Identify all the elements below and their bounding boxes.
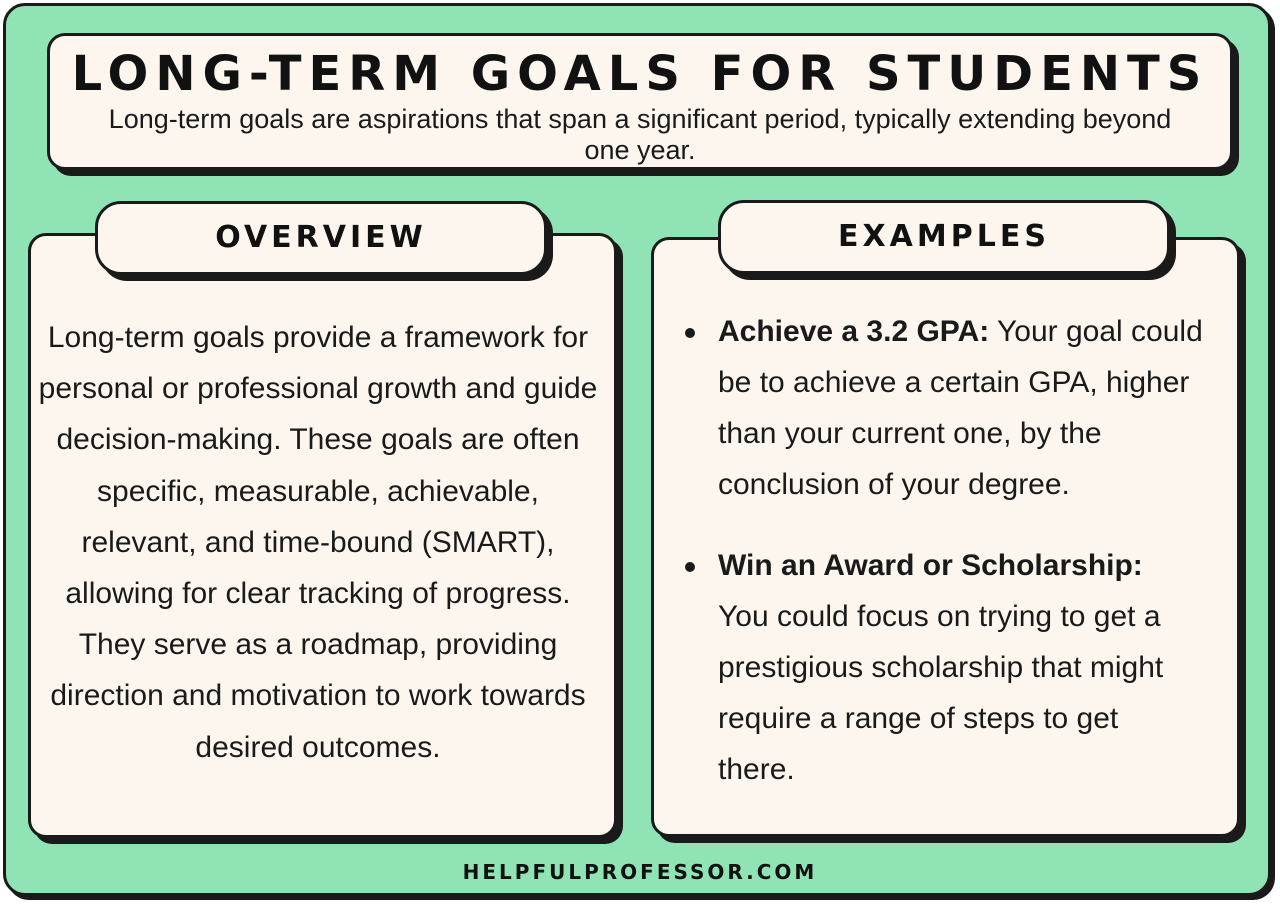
overview-heading: OVERVIEW (95, 201, 547, 275)
examples-list (683, 306, 1203, 825)
page-subtitle: Long-term goals are aspirations that span a significant period, typically extending beyond one year. (108, 104, 1172, 165)
overview-text: Long-term goals provide a framework for personal or professional growth and guide decision-making. These goals are often specific, measurable, achievable, relevant, and time-bound (SMART), allowing for clear tracking of progress. They serve as a roadmap, providing direction and motivation to work towards desired outcomes. (38, 321, 598, 764)
example-item (683, 306, 1203, 510)
page-title: LONG-TERM GOALS FOR STUDENTS (71, 46, 1209, 102)
bullet-icon (685, 562, 695, 572)
example-text: You could focus on trying to get a prestigious scholarship that might require a range of steps to get there. (718, 600, 1164, 786)
example-text: Your goal could be to achieve a certain GPA, higher than your current one, by the conclusion of your degree. (718, 315, 1203, 501)
title-card (47, 33, 1233, 170)
example-title: Win an Award or Scholarship: (718, 549, 1143, 582)
examples-heading: EXAMPLES (718, 200, 1170, 274)
footer-website: HELPFULPROFESSOR.COM (462, 860, 818, 884)
example-title: Achieve a 3.2 GPA: (718, 315, 990, 348)
bullet-icon (685, 328, 695, 338)
example-item (683, 540, 1203, 795)
